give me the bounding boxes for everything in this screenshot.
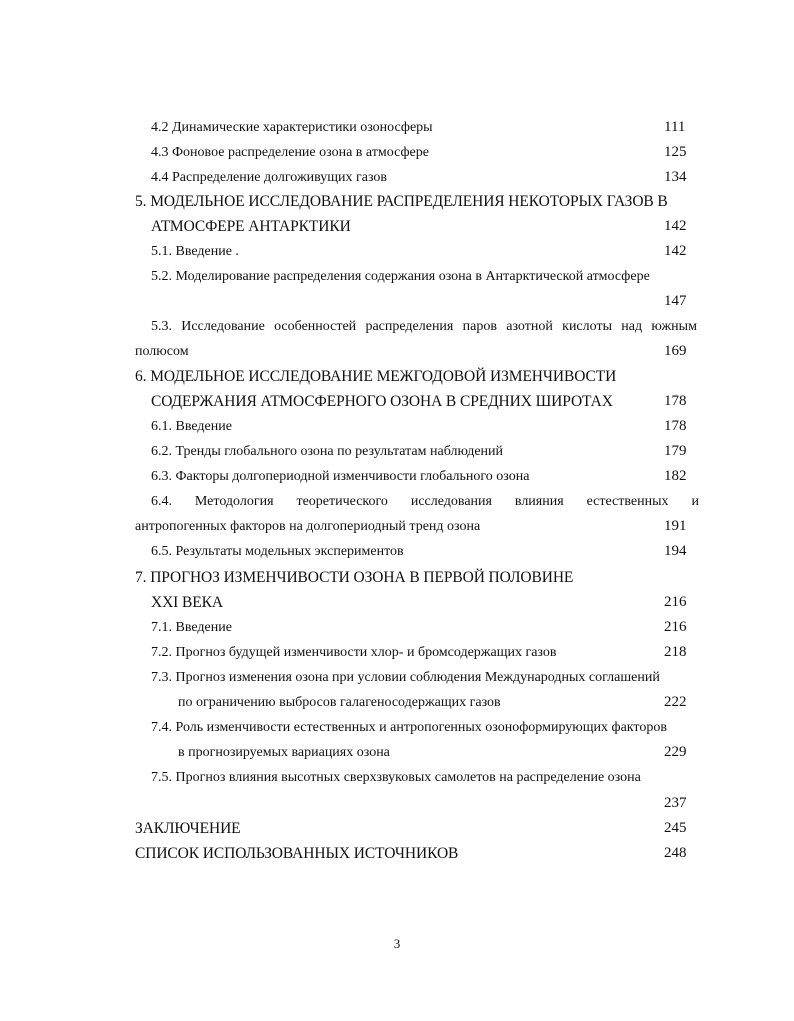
toc-chapter-5-line1[interactable]: 5. МОДЕЛЬНОЕ ИССЛЕДОВАНИЕ РАСПРЕДЕЛЕНИЯ НЕКОТОРЫХ ГАЗОВ В [135,193,668,210]
toc-page-7-3: 222 [664,694,687,710]
word: над [621,319,643,334]
toc-entry-5-3-line2[interactable]: полюсом [135,344,189,359]
toc-entry-6-2[interactable]: 6.2. Тренды глобального озона по результатам наблюдений [151,444,504,459]
word: естественных [586,494,669,509]
toc-chapter-7-line2[interactable]: XXI ВЕКА [151,594,223,611]
toc-entry-7-4-line2[interactable]: в прогнозируемых вариациях озона [178,745,390,760]
toc-page-7-5: 237 [664,795,687,811]
toc-conclusion[interactable]: ЗАКЛЮЧЕНИЕ [135,820,241,837]
word: 5.3. [151,319,172,334]
toc-entry-4-3[interactable]: 4.3 Фоновое распределение озона в атмосфере [151,145,429,160]
toc-entry-7-3-line2[interactable]: по ограничению выбросов галагеносодержащих газов [178,695,501,710]
toc-entry-6-1[interactable]: 6.1. Введение [151,419,232,434]
toc-entry-4-4[interactable]: 4.4 Распределение долгоживущих газов [151,170,388,185]
toc-entry-6-3[interactable]: 6.3. Факторы долгопериодной изменчивости глобального озона [151,469,530,484]
word: и [691,494,699,509]
word: распределения [365,319,454,334]
toc-chapter-6-line1[interactable]: 6. МОДЕЛЬНОЕ ИССЛЕДОВАНИЕ МЕЖГОДОВОЙ ИЗМЕНЧИВОСТИ [135,368,617,385]
toc-page-4-4: 134 [664,169,687,185]
word: паров [462,319,497,334]
toc-chapter-7-line1[interactable]: 7. ПРОГНОЗ ИЗМЕНЧИВОСТИ ОЗОНА В ПЕРВОЙ ПОЛОВИНЕ [135,569,574,586]
toc-page-chapter-5: 142 [664,218,687,234]
toc-chapter-5-line2[interactable]: АТМОСФЕРЕ АНТАРКТИКИ [151,218,351,235]
toc-entry-7-2[interactable]: 7.2. Прогноз будущей изменчивости хлор- и бромсодержащих газов [151,645,557,660]
toc-page-5-3: 169 [664,343,687,359]
toc-page-5-2: 147 [664,293,687,309]
toc-entry-6-4-line2[interactable]: антропогенных факторов на долгопериодный тренд озона [135,519,481,534]
word: азотной [506,319,553,334]
toc-page-6-2: 179 [664,443,687,459]
toc-entry-5-3-line1[interactable] [151,320,697,334]
toc-page-7-1: 216 [664,619,687,635]
word: Методология [194,494,274,509]
word: Исследование [181,319,265,334]
toc-entry-5-1[interactable]: 5.1. Введение . [151,244,239,259]
word: теоретического [296,494,388,509]
toc-entry-7-3-line1[interactable]: 7.3. Прогноз изменения озона при условии соблюдения Международных соглашений [151,670,660,685]
toc-page-5-1: 142 [664,243,687,259]
toc-page-conclusion: 245 [664,820,687,836]
toc-page-chapter-7: 216 [664,594,687,610]
toc-entry-4-2[interactable]: 4.2 Динамические характеристики озоносферы [151,120,433,135]
toc-page-7-2: 218 [664,644,687,660]
toc-page-7-4: 229 [664,744,687,760]
toc-page-4-3: 125 [664,144,687,160]
page-number: 3 [393,936,401,951]
word: исследования [410,494,492,509]
toc-references[interactable]: СПИСОК ИСПОЛЬЗОВАННЫХ ИСТОЧНИКОВ [135,845,459,862]
word: 6.4. [151,494,172,509]
toc-entry-6-5[interactable]: 6.5. Результаты модельных экспериментов [151,544,404,559]
toc-chapter-6-line2[interactable]: СОДЕРЖАНИЯ АТМОСФЕРНОГО ОЗОНА В СРЕДНИХ ШИРОТАХ [151,393,613,410]
toc-page-references: 248 [664,845,687,861]
toc-page-6-3: 182 [664,468,687,484]
word: влияния [514,494,564,509]
word: южным [651,319,697,334]
word: особенностей [274,319,357,334]
toc-entry-6-4-line1[interactable] [151,495,699,509]
toc-entry-7-4-line1[interactable]: 7.4. Роль изменчивости естественных и антропогенных озоноформирующих факторов [151,720,667,735]
toc-page-6-5: 194 [664,543,687,559]
toc-page-6-1: 178 [664,418,687,434]
toc-page-4-2: 111 [664,119,686,135]
toc-entry-7-1[interactable]: 7.1. Введение [151,620,232,635]
word: кислоты [562,319,612,334]
toc-page-chapter-6: 178 [664,393,687,409]
toc-entry-5-2[interactable]: 5.2. Моделирование распределения содержания озона в Антарктической атмосфере [151,269,650,284]
toc-page-6-4: 191 [664,518,687,534]
toc-entry-7-5[interactable]: 7.5. Прогноз влияния высотных сверхзвуковых самолетов на распределение озона [151,770,641,785]
